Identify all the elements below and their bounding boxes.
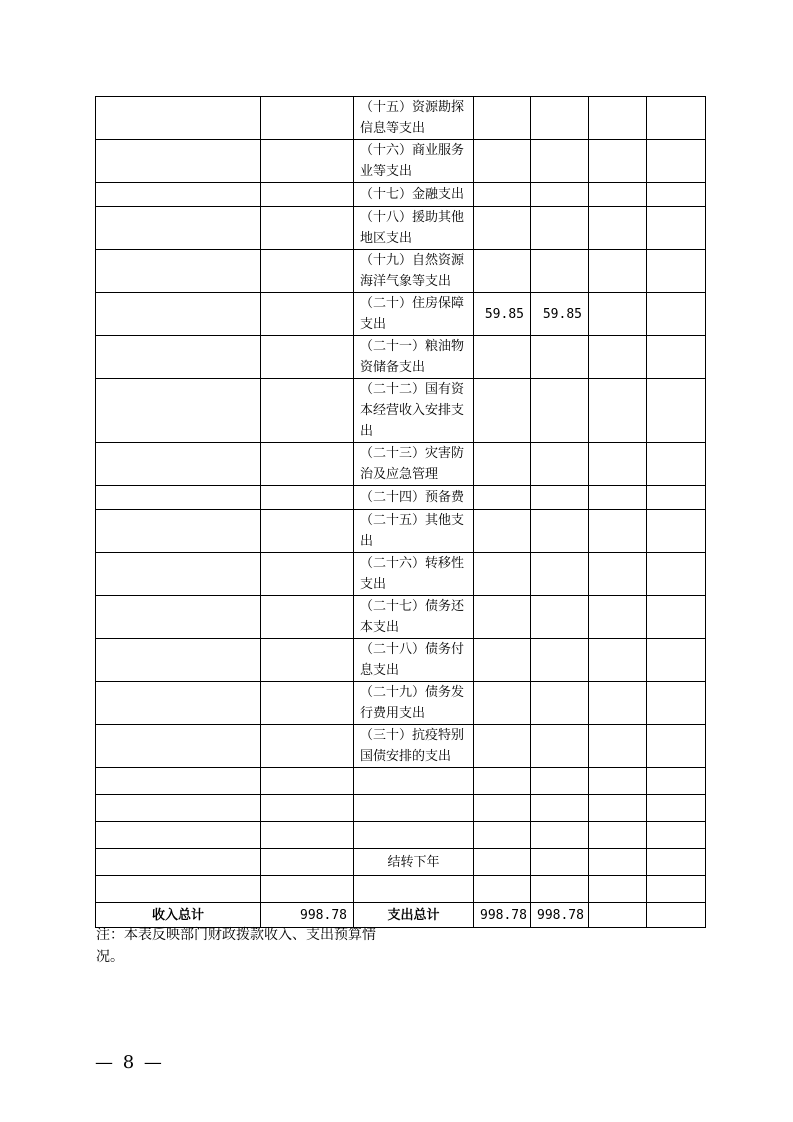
income-item-cell	[96, 183, 261, 207]
empty-cell	[354, 795, 474, 822]
expense-item-cell: （十七）金融支出	[354, 183, 474, 207]
expense-other-cell	[647, 639, 706, 682]
expense-general-cell	[531, 183, 589, 207]
income-item-cell	[96, 510, 261, 553]
table-row	[96, 510, 706, 553]
expense-item-cell: （三十）抗疫特别国债安排的支出	[354, 725, 474, 768]
expense-other-cell	[647, 97, 706, 140]
income-amount-cell	[261, 682, 354, 725]
expense-general-cell	[531, 250, 589, 293]
expense-item-cell: （十六）商业服务业等支出	[354, 140, 474, 183]
expense-other-cell	[647, 379, 706, 443]
empty-cell	[647, 876, 706, 903]
expense-total-value: 998.78	[474, 903, 531, 928]
empty-cell	[261, 795, 354, 822]
expense-general-cell	[531, 510, 589, 553]
table-row	[96, 486, 706, 510]
empty-cell	[261, 876, 354, 903]
expense-fund-cell	[589, 97, 647, 140]
income-item-cell	[96, 639, 261, 682]
budget-table	[95, 96, 706, 928]
expense-general-cell	[531, 553, 589, 596]
income-amount-cell	[261, 183, 354, 207]
expense-item-cell: （十九）自然资源海洋气象等支出	[354, 250, 474, 293]
table-row	[96, 379, 706, 443]
expense-general-cell	[531, 725, 589, 768]
expense-fund-cell	[589, 336, 647, 379]
table-note: 注：本表反映部门财政拨款收入、支出预算情况。	[96, 927, 376, 965]
expense-general-cell	[531, 379, 589, 443]
empty-cell	[474, 768, 531, 795]
income-amount-cell	[261, 250, 354, 293]
expense-other-total-value	[647, 903, 706, 928]
expense-fund-cell	[589, 682, 647, 725]
expense-item-cell: （二十三）灾害防治及应急管理	[354, 443, 474, 486]
empty-cell	[354, 822, 474, 849]
carry-forward-label: 结转下年	[354, 849, 474, 876]
empty-cell	[647, 795, 706, 822]
table-row	[96, 140, 706, 183]
table-row	[96, 97, 706, 140]
empty-cell	[474, 795, 531, 822]
empty-cell	[647, 822, 706, 849]
expense-general-cell	[531, 682, 589, 725]
blank-row	[96, 795, 706, 822]
expense-fund-cell	[589, 250, 647, 293]
empty-cell	[531, 795, 589, 822]
expense-general-cell	[531, 336, 589, 379]
income-item-cell	[96, 553, 261, 596]
expense-total-cell	[474, 486, 531, 510]
expense-total-cell	[474, 682, 531, 725]
table-row	[96, 183, 706, 207]
blank-row	[96, 876, 706, 903]
empty-cell	[531, 876, 589, 903]
table-row	[96, 250, 706, 293]
income-item-cell	[96, 682, 261, 725]
table-row	[96, 336, 706, 379]
income-amount-cell	[261, 97, 354, 140]
income-amount-cell	[261, 725, 354, 768]
expense-fund-cell	[589, 486, 647, 510]
income-item-cell	[96, 336, 261, 379]
expense-fund-cell	[589, 207, 647, 250]
expense-total-cell	[474, 725, 531, 768]
expense-total-cell: 59.85	[474, 293, 531, 336]
expense-total-cell	[474, 183, 531, 207]
empty-cell	[589, 795, 647, 822]
expense-other-cell	[647, 725, 706, 768]
carry-forward-row	[96, 849, 706, 876]
expense-general-total-value: 998.78	[531, 903, 589, 928]
empty-cell	[531, 822, 589, 849]
income-item-cell	[96, 379, 261, 443]
expense-general-cell	[531, 140, 589, 183]
expense-general-cell	[531, 639, 589, 682]
expense-fund-cell	[589, 140, 647, 183]
income-total-value: 998.78	[261, 903, 354, 928]
expense-other-cell	[647, 486, 706, 510]
expense-fund-total-value	[589, 903, 647, 928]
income-item-cell	[96, 140, 261, 183]
empty-cell	[647, 768, 706, 795]
expense-other-cell	[647, 140, 706, 183]
income-amount-cell	[261, 486, 354, 510]
page-number: — 8 —	[95, 1052, 164, 1073]
expense-general-cell	[531, 596, 589, 639]
income-item-cell	[96, 97, 261, 140]
income-item-cell	[96, 293, 261, 336]
expense-total-cell	[474, 553, 531, 596]
empty-cell	[647, 849, 706, 876]
expense-total-cell	[474, 97, 531, 140]
income-item-cell	[96, 486, 261, 510]
empty-cell	[96, 795, 261, 822]
empty-cell	[96, 876, 261, 903]
expense-item-cell: （二十七）债务还本支出	[354, 596, 474, 639]
empty-cell	[96, 822, 261, 849]
income-amount-cell	[261, 379, 354, 443]
expense-total-cell	[474, 140, 531, 183]
expense-item-cell: （二十一）粮油物资储备支出	[354, 336, 474, 379]
empty-cell	[261, 849, 354, 876]
expense-other-cell	[647, 293, 706, 336]
expense-total-cell	[474, 510, 531, 553]
expense-total-cell	[474, 443, 531, 486]
income-amount-cell	[261, 443, 354, 486]
income-total-label: 收入总计	[96, 903, 261, 928]
expense-fund-cell	[589, 379, 647, 443]
expense-other-cell	[647, 682, 706, 725]
empty-cell	[589, 876, 647, 903]
income-amount-cell	[261, 553, 354, 596]
expense-fund-cell	[589, 443, 647, 486]
expense-item-cell: （二十）住房保障支出	[354, 293, 474, 336]
expense-total-label: 支出总计	[354, 903, 474, 928]
expense-other-cell	[647, 596, 706, 639]
empty-cell	[354, 876, 474, 903]
table-row	[96, 207, 706, 250]
empty-cell	[354, 768, 474, 795]
table-row	[96, 553, 706, 596]
table-row	[96, 596, 706, 639]
table-row	[96, 443, 706, 486]
expense-fund-cell	[589, 639, 647, 682]
expense-fund-cell	[589, 510, 647, 553]
expense-item-cell: （二十六）转移性支出	[354, 553, 474, 596]
income-item-cell	[96, 250, 261, 293]
expense-fund-cell	[589, 725, 647, 768]
expense-item-cell: （二十九）债务发行费用支出	[354, 682, 474, 725]
empty-cell	[589, 822, 647, 849]
income-amount-cell	[261, 510, 354, 553]
expense-fund-cell	[589, 293, 647, 336]
income-amount-cell	[261, 293, 354, 336]
expense-fund-cell	[589, 596, 647, 639]
expense-total-cell	[474, 336, 531, 379]
empty-cell	[96, 768, 261, 795]
table-row	[96, 725, 706, 768]
expense-total-cell	[474, 250, 531, 293]
empty-cell	[261, 822, 354, 849]
income-amount-cell	[261, 207, 354, 250]
income-amount-cell	[261, 336, 354, 379]
expense-item-cell: （二十八）债务付息支出	[354, 639, 474, 682]
income-amount-cell	[261, 639, 354, 682]
income-item-cell	[96, 443, 261, 486]
expense-item-cell: （十八）援助其他地区支出	[354, 207, 474, 250]
empty-cell	[474, 876, 531, 903]
empty-cell	[474, 849, 531, 876]
expense-total-cell	[474, 207, 531, 250]
expense-other-cell	[647, 553, 706, 596]
expense-item-cell: （二十四）预备费	[354, 486, 474, 510]
expense-total-cell	[474, 379, 531, 443]
income-item-cell	[96, 725, 261, 768]
income-amount-cell	[261, 140, 354, 183]
empty-cell	[474, 822, 531, 849]
expense-general-cell	[531, 97, 589, 140]
blank-row	[96, 768, 706, 795]
empty-cell	[96, 849, 261, 876]
empty-cell	[261, 768, 354, 795]
blank-row	[96, 822, 706, 849]
expense-other-cell	[647, 336, 706, 379]
expense-total-cell	[474, 639, 531, 682]
expense-item-cell: （二十二）国有资本经营收入安排支出	[354, 379, 474, 443]
expense-other-cell	[647, 510, 706, 553]
table-row	[96, 682, 706, 725]
expense-general-cell	[531, 207, 589, 250]
expense-item-cell: （十五）资源勘探信息等支出	[354, 97, 474, 140]
empty-cell	[589, 849, 647, 876]
expense-other-cell	[647, 183, 706, 207]
expense-general-cell	[531, 486, 589, 510]
income-item-cell	[96, 207, 261, 250]
expense-other-cell	[647, 207, 706, 250]
table-row	[96, 639, 706, 682]
income-amount-cell	[261, 596, 354, 639]
expense-fund-cell	[589, 553, 647, 596]
income-item-cell	[96, 596, 261, 639]
expense-other-cell	[647, 443, 706, 486]
expense-total-cell	[474, 596, 531, 639]
empty-cell	[589, 768, 647, 795]
expense-general-cell	[531, 443, 589, 486]
expense-fund-cell	[589, 183, 647, 207]
table-row	[96, 293, 706, 336]
expense-other-cell	[647, 250, 706, 293]
empty-cell	[531, 768, 589, 795]
expense-item-cell: （二十五）其他支出	[354, 510, 474, 553]
expense-general-cell: 59.85	[531, 293, 589, 336]
empty-cell	[531, 849, 589, 876]
